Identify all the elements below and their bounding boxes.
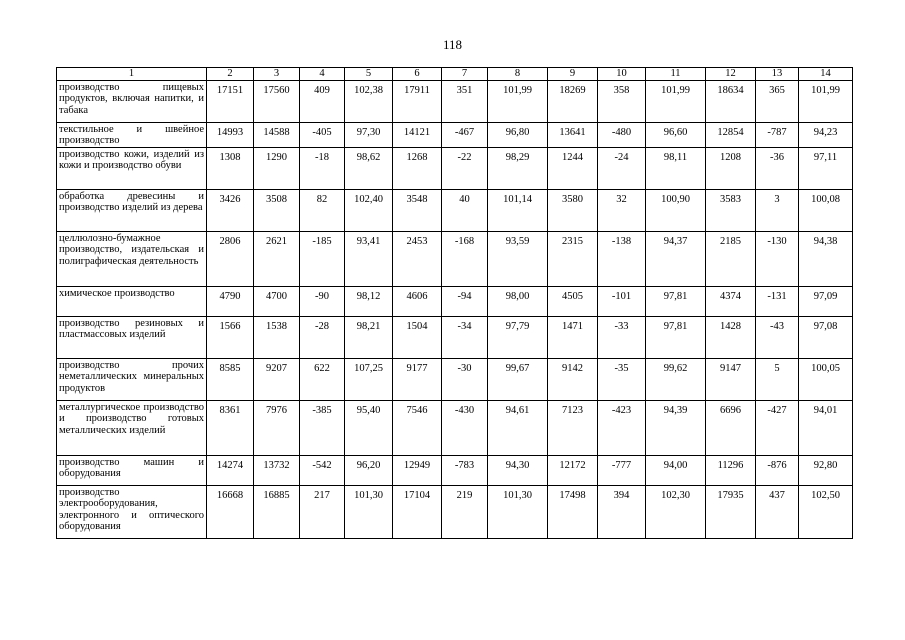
statistics-table [56,67,853,539]
value-cell: 1566 [207,316,254,358]
value-cell: 100,90 [646,189,706,231]
value-cell: -24 [598,147,646,189]
value-cell: 97,79 [488,316,548,358]
value-cell: 96,20 [345,455,393,485]
value-cell: 4374 [706,286,756,316]
column-header: 5 [345,68,393,81]
value-cell: 102,30 [646,485,706,538]
value-cell: 98,12 [345,286,393,316]
value-cell: 2621 [254,231,300,286]
value-cell: 93,41 [345,231,393,286]
industry-name-cell: производство машин и оборудования [57,455,207,485]
value-cell: 98,62 [345,147,393,189]
table-body [57,81,853,539]
value-cell: 94,37 [646,231,706,286]
value-cell: 16885 [254,485,300,538]
value-cell: 96,60 [646,123,706,148]
value-cell: 9207 [254,358,300,400]
value-cell: 98,21 [345,316,393,358]
value-cell: 16668 [207,485,254,538]
table-row [57,123,853,148]
value-cell: 3548 [393,189,442,231]
column-header: 2 [207,68,254,81]
value-cell: 9177 [393,358,442,400]
value-cell: -34 [442,316,488,358]
value-cell: 409 [300,81,345,123]
table-row [57,400,853,455]
value-cell: -405 [300,123,345,148]
page-number: 118 [442,37,463,52]
industry-name-cell: обработка древесины и производство изделий из дерева [57,189,207,231]
value-cell: -43 [756,316,799,358]
table-row [57,316,853,358]
value-cell: 97,81 [646,286,706,316]
value-cell: 3426 [207,189,254,231]
value-cell: 17151 [207,81,254,123]
value-cell: 97,09 [799,286,853,316]
value-cell: 94,01 [799,400,853,455]
value-cell: -131 [756,286,799,316]
value-cell: 4790 [207,286,254,316]
value-cell: 8361 [207,400,254,455]
value-cell: -90 [300,286,345,316]
value-cell: 32 [598,189,646,231]
value-cell: 17498 [548,485,598,538]
value-cell: 102,50 [799,485,853,538]
value-cell: 3583 [706,189,756,231]
value-cell: 17104 [393,485,442,538]
industry-name-cell: производство кожи, изделий из кожи и производство обуви [57,147,207,189]
value-cell: 1538 [254,316,300,358]
value-cell: 7546 [393,400,442,455]
value-cell: 97,81 [646,316,706,358]
industry-name-cell: производство прочих неметаллических минеральных продуктов [57,358,207,400]
value-cell: 18269 [548,81,598,123]
value-cell: -777 [598,455,646,485]
value-cell: 102,38 [345,81,393,123]
value-cell: 94,00 [646,455,706,485]
value-cell: 11296 [706,455,756,485]
column-header: 8 [488,68,548,81]
industry-name-cell: химическое производство [57,286,207,316]
value-cell: -35 [598,358,646,400]
value-cell: -36 [756,147,799,189]
column-header: 11 [646,68,706,81]
column-header: 3 [254,68,300,81]
value-cell: 437 [756,485,799,538]
value-cell: 100,05 [799,358,853,400]
value-cell: -168 [442,231,488,286]
column-header: 1 [57,68,207,81]
table-row [57,358,853,400]
value-cell: 98,00 [488,286,548,316]
value-cell: 1290 [254,147,300,189]
value-cell: 1504 [393,316,442,358]
value-cell: 13641 [548,123,598,148]
value-cell: 92,80 [799,455,853,485]
value-cell: 101,99 [488,81,548,123]
value-cell: -33 [598,316,646,358]
industry-name-cell: производство электрооборудования, электронного и оптического оборудования [57,485,207,538]
value-cell: 102,40 [345,189,393,231]
value-cell: -423 [598,400,646,455]
value-cell: 2185 [706,231,756,286]
value-cell: 217 [300,485,345,538]
value-cell: 4606 [393,286,442,316]
value-cell: 9142 [548,358,598,400]
column-header: 10 [598,68,646,81]
value-cell: 219 [442,485,488,538]
value-cell: 98,29 [488,147,548,189]
value-cell: 107,25 [345,358,393,400]
value-cell: 2315 [548,231,598,286]
value-cell: 12949 [393,455,442,485]
value-cell: 95,40 [345,400,393,455]
value-cell: 1471 [548,316,598,358]
value-cell: 13732 [254,455,300,485]
value-cell: 101,99 [646,81,706,123]
value-cell: 365 [756,81,799,123]
industry-name-cell: целлюлозно-бумажное производство, издательская и полиграфическая деятельность [57,231,207,286]
value-cell: 94,23 [799,123,853,148]
table-row [57,81,853,123]
value-cell: 3580 [548,189,598,231]
column-header: 9 [548,68,598,81]
value-cell: -427 [756,400,799,455]
industry-name-cell: текстильное и швейное производство [57,123,207,148]
value-cell: 14121 [393,123,442,148]
value-cell: -18 [300,147,345,189]
value-cell: -130 [756,231,799,286]
column-header: 7 [442,68,488,81]
value-cell: 358 [598,81,646,123]
value-cell: 101,30 [345,485,393,538]
table-row [57,231,853,286]
value-cell: 2453 [393,231,442,286]
value-cell: 98,11 [646,147,706,189]
value-cell: 99,67 [488,358,548,400]
value-cell: 1244 [548,147,598,189]
value-cell: -480 [598,123,646,148]
value-cell: 17911 [393,81,442,123]
value-cell: -138 [598,231,646,286]
value-cell: -467 [442,123,488,148]
value-cell: 1268 [393,147,442,189]
value-cell: 9147 [706,358,756,400]
column-header: 14 [799,68,853,81]
value-cell: 18634 [706,81,756,123]
value-cell: -22 [442,147,488,189]
industry-name-cell: металлургическое производство и производство готовых металлических изделий [57,400,207,455]
value-cell: 1208 [706,147,756,189]
value-cell: -101 [598,286,646,316]
table-row [57,286,853,316]
value-cell: -876 [756,455,799,485]
table-row [57,485,853,538]
value-cell: 94,61 [488,400,548,455]
value-cell: -783 [442,455,488,485]
value-cell: 96,80 [488,123,548,148]
value-cell: -385 [300,400,345,455]
value-cell: 40 [442,189,488,231]
value-cell: 4505 [548,286,598,316]
value-cell: 97,30 [345,123,393,148]
value-cell: 8585 [207,358,254,400]
value-cell: 100,08 [799,189,853,231]
value-cell: 1308 [207,147,254,189]
value-cell: 1428 [706,316,756,358]
value-cell: 14588 [254,123,300,148]
industry-name-cell: производство резиновых и пластмассовых изделий [57,316,207,358]
value-cell: 622 [300,358,345,400]
value-cell: 7123 [548,400,598,455]
value-cell: 6696 [706,400,756,455]
value-cell: 14993 [207,123,254,148]
industry-name-cell: производство пищевых продуктов, включая напитки, и табака [57,81,207,123]
value-cell: -28 [300,316,345,358]
value-cell: 394 [598,485,646,538]
value-cell: 7976 [254,400,300,455]
column-header: 4 [300,68,345,81]
value-cell: 17935 [706,485,756,538]
value-cell: 3508 [254,189,300,231]
value-cell: -542 [300,455,345,485]
header-row [57,68,853,81]
value-cell: 97,11 [799,147,853,189]
value-cell: -430 [442,400,488,455]
value-cell: 94,39 [646,400,706,455]
column-header: 13 [756,68,799,81]
value-cell: 94,38 [799,231,853,286]
column-header: 12 [706,68,756,81]
value-cell: 2806 [207,231,254,286]
value-cell: 17560 [254,81,300,123]
value-cell: 93,59 [488,231,548,286]
value-cell: -787 [756,123,799,148]
value-cell: 101,30 [488,485,548,538]
value-cell: 94,30 [488,455,548,485]
column-header: 6 [393,68,442,81]
value-cell: 351 [442,81,488,123]
value-cell: 12172 [548,455,598,485]
value-cell: -185 [300,231,345,286]
value-cell: 82 [300,189,345,231]
value-cell: -94 [442,286,488,316]
value-cell: 101,99 [799,81,853,123]
table-row [57,147,853,189]
value-cell: 4700 [254,286,300,316]
value-cell: 101,14 [488,189,548,231]
value-cell: 97,08 [799,316,853,358]
value-cell: 14274 [207,455,254,485]
value-cell: 5 [756,358,799,400]
table-row [57,455,853,485]
value-cell: -30 [442,358,488,400]
table-row [57,189,853,231]
value-cell: 99,62 [646,358,706,400]
value-cell: 3 [756,189,799,231]
value-cell: 12854 [706,123,756,148]
